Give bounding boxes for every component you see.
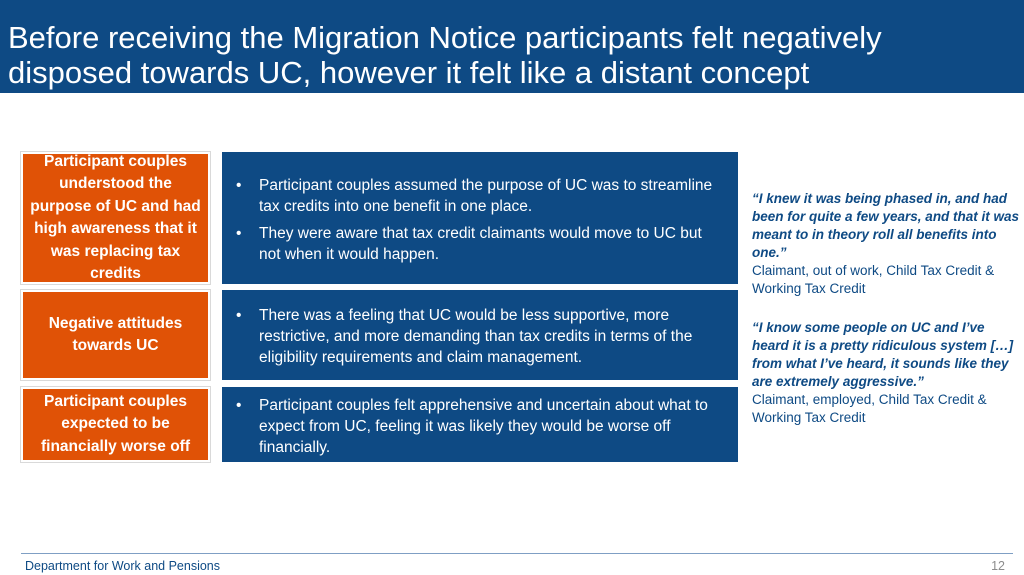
theme-box-awareness [21,152,210,284]
list-item [236,175,722,217]
quote-text: “I know some people on UC and I’ve heard it is a pretty ridiculous system […] from what I’ve heard, it sounds like they are extremely aggressive.” [752,320,1014,389]
bullet-text: Participant couples assumed the purpose of UC was to streamline tax credits into one benefit in one place. [259,177,713,215]
quote-text: “I knew it was being phased in, and had been for quite a few years, and that it was meant to in theory roll all benefits into one.” [752,191,1020,260]
slide-title: Before receiving the Migration Notice participants felt negatively disposed towards UC, however it felt like a distant concept [8,20,882,90]
title-bar [0,0,1024,93]
theme-label: Negative attitudes towards UC [48,314,183,354]
finding-box-awareness [222,152,738,284]
bullet-text: Participant couples felt apprehensive and uncertain about what to expect from UC, feeling it was likely they would be worse off financially. [259,397,708,456]
list-item [236,395,722,458]
list-item [236,305,722,368]
quote-block-2 [752,319,1022,427]
finding-box-attitudes [222,290,738,380]
bullet-icon: • [236,177,242,194]
quote-attribution: Claimant, employed, Child Tax Credit & Working Tax Credit [752,392,987,425]
bullet-icon: • [236,397,242,414]
theme-label: Participant couples expected to be financially worse off [40,392,190,455]
bullet-text: They were aware that tax credit claimants would move to UC but not when it would happen. [259,225,702,263]
list-item [236,223,722,265]
bullet-list [236,305,722,368]
bullet-list [236,175,722,265]
bullet-icon: • [236,225,242,242]
quote-block-1 [752,190,1022,298]
theme-box-worse-off [21,387,210,462]
footer-organisation: Department for Work and Pensions [25,559,221,573]
bullet-list [236,395,722,458]
theme-label: Participant couples understood the purpose of UC and had high awareness that it was replacing tax credits [30,152,201,282]
footer-divider [21,553,1013,554]
quote-attribution: Claimant, out of work, Child Tax Credit & Working Tax Credit [752,263,995,296]
finding-box-worse-off [222,387,738,462]
bullet-text: There was a feeling that UC would be less supportive, more restrictive, and more demanding than tax credits in terms of the eligibility requirements and claim management. [259,307,693,366]
theme-box-attitudes [21,290,210,380]
bullet-icon: • [236,307,242,324]
page-number: 12 [991,559,1005,573]
